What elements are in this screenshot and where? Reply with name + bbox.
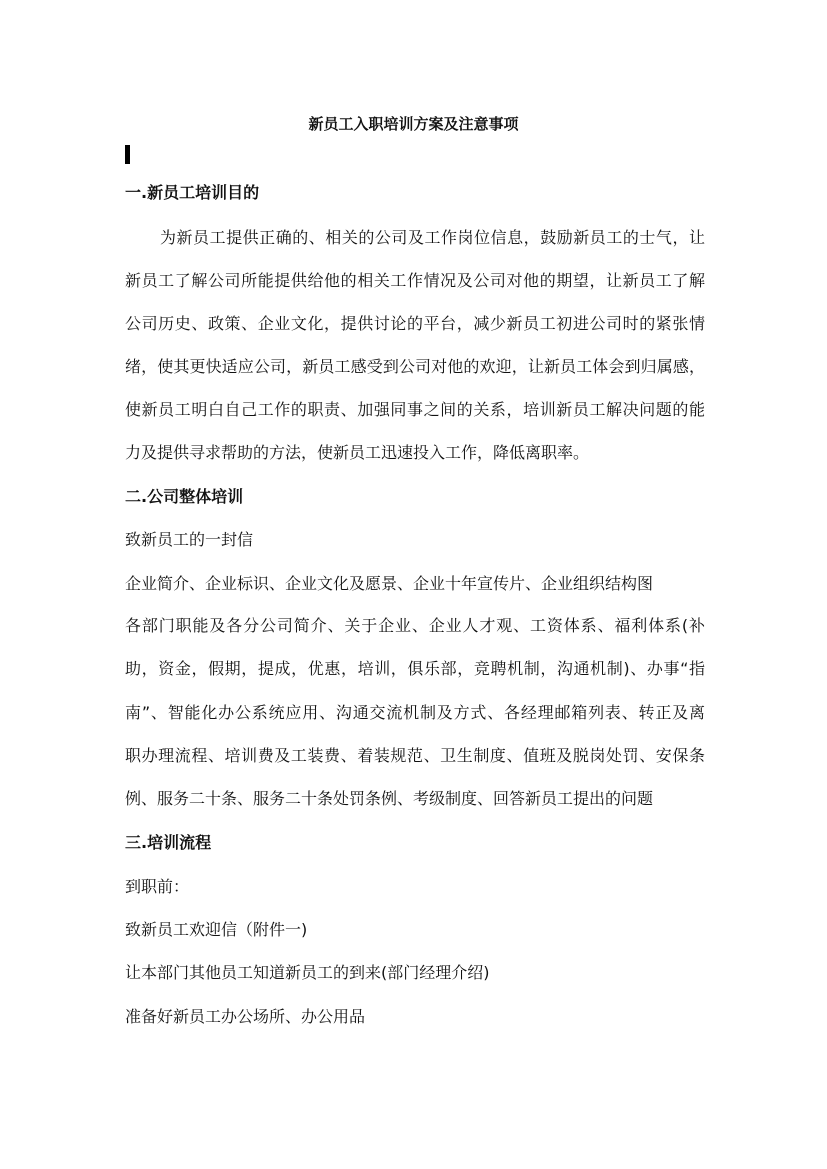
paragraph-line: 使新员工明白自己工作的职责、加强同事之间的关系，培训新员工解决问题的能 [125, 400, 705, 419]
paragraph-line: 南”、智能化办公系统应用、沟通交流机制及方式、各经理邮箱列表、转正及离 [125, 703, 705, 722]
section-heading-purpose: 一.新员工培训目的 [125, 183, 260, 202]
text-cursor-marker [125, 145, 130, 164]
document-title: 新员工入职培训方案及注意事项 [308, 115, 519, 133]
list-item: 准备好新员工办公场所、办公用品 [125, 1007, 366, 1026]
list-item: 到职前： [125, 877, 190, 896]
paragraph-line: 新员工了解公司所能提供给他的相关工作情况及公司对他的期望，让新员工了解 [125, 271, 705, 290]
paragraph-line: 助，资金，假期，提成，优惠，培训，俱乐部，竞聘机制，沟通机制)、办事“指 [125, 659, 705, 678]
list-item: 致新员工的一封信 [125, 530, 254, 549]
paragraph-line: 例、服务二十条、服务二十条处罚条例、考级制度、回答新员工提出的问题 [125, 789, 654, 808]
paragraph-line: 各部门职能及各分公司简介、关于企业、企业人才观、工资体系、福利体系(补 [125, 616, 705, 635]
list-item: 致新员工欢迎信（附件一) [125, 920, 308, 939]
paragraph-line: 为新员工提供正确的、相关的公司及工作岗位信息，鼓励新员工的士气，让 [160, 228, 705, 247]
list-item: 让本部门其他员工知道新员工的到来(部门经理介绍) [125, 963, 490, 982]
paragraph-line: 力及提供寻求帮助的方法，使新员工迅速投入工作，降低离职率。 [125, 443, 590, 462]
paragraph-line: 公司历史、政策、企业文化，提供讨论的平台，减少新员工初进公司时的紧张情 [125, 314, 705, 333]
section-heading-company-training: 二.公司整体培训 [125, 487, 244, 506]
section-heading-training-process: 三.培训流程 [125, 833, 212, 852]
list-item: 企业简介、企业标识、企业文化及愿景、企业十年宣传片、企业组织结构图 [125, 574, 654, 593]
paragraph-line: 职办理流程、培训费及工装费、着装规范、卫生制度、值班及脱岗处罚、安保条 [125, 746, 705, 765]
paragraph-line: 绪，使其更快适应公司，新员工感受到公司对他的欢迎，让新员工体会到归属感， [125, 357, 705, 376]
